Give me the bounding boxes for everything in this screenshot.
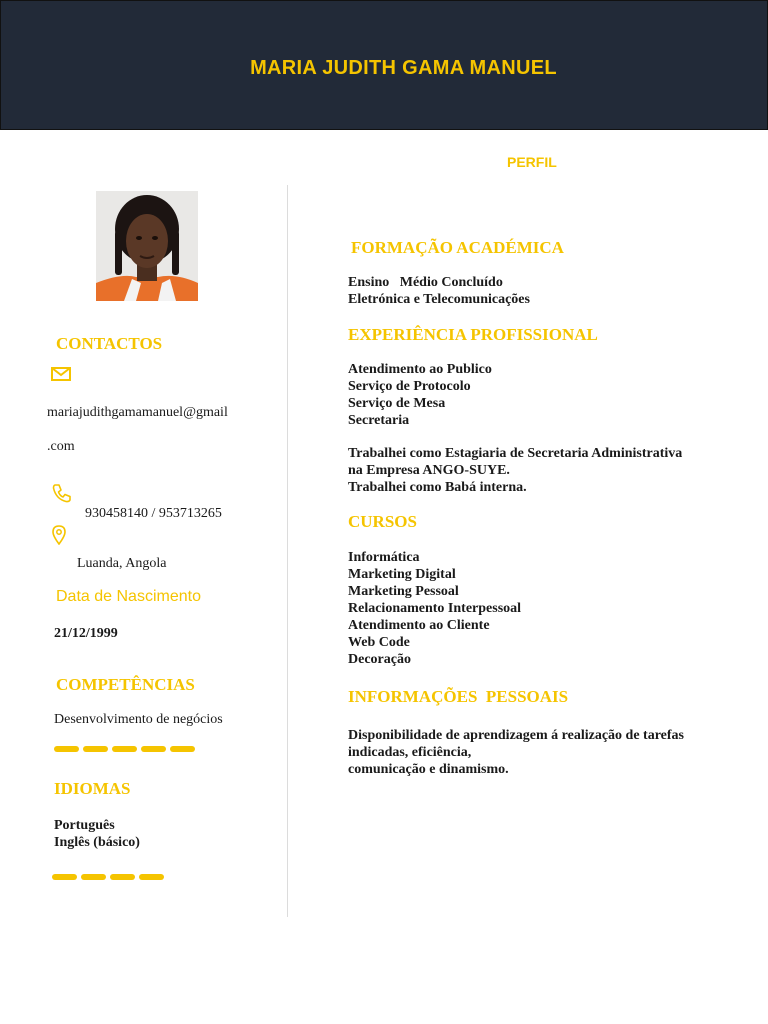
course-item: Web Code: [348, 635, 410, 650]
profile-photo: [96, 191, 198, 301]
languages-list: [54, 817, 140, 851]
email-line-1: mariajudithgamamanuel@gmail: [47, 405, 228, 420]
experience-detail-line: na Empresa ANGO-SUYE.: [348, 463, 510, 478]
course-item: Marketing Digital: [348, 567, 456, 582]
experience-item: Serviço de Protocolo: [348, 379, 471, 394]
skills-heading: COMPETÊNCIAS: [56, 675, 195, 694]
level-dot: [81, 874, 106, 880]
profile-heading: PERFIL: [507, 154, 557, 170]
language-item: Português: [54, 818, 115, 833]
course-item: Decoração: [348, 652, 411, 667]
contacts-heading: CONTACTOS: [56, 334, 163, 353]
experience-detail-line: Trabalhei como Estagiaria de Secretaria Administrativa: [348, 446, 683, 461]
personal-info-line: indicadas, eficiência,: [348, 745, 472, 760]
level-dot: [141, 746, 166, 752]
language-level-bar: [52, 874, 164, 880]
phone-icon: [52, 483, 72, 508]
personal-info-heading: INFORMAÇÕES PESSOAIS: [348, 687, 569, 706]
course-item: Informática: [348, 550, 420, 565]
level-dot: [112, 746, 137, 752]
level-dot: [110, 874, 135, 880]
candidate-name: MARIA JUDITH GAMA MANUEL: [250, 57, 557, 79]
course-item: Atendimento ao Cliente: [348, 618, 490, 633]
header-banner: [0, 0, 768, 130]
education-item: Ensino Médio Concluído: [348, 275, 503, 290]
level-dot: [54, 746, 79, 752]
phone-number[interactable]: 930458140 / 953713265: [85, 506, 222, 521]
level-dot: [170, 746, 195, 752]
location: Luanda, Angola: [77, 556, 167, 571]
experience-item: Serviço de Mesa: [348, 396, 446, 411]
languages-heading: IDIOMAS: [54, 779, 131, 798]
skill-item: Desenvolvimento de negócios: [54, 712, 223, 727]
course-item: Marketing Pessoal: [348, 584, 459, 599]
courses-heading: CURSOS: [348, 512, 417, 531]
experience-detail-line: Trabalhei como Babá interna.: [348, 480, 527, 495]
birth-date: 21/12/1999: [54, 626, 118, 641]
level-dot: [52, 874, 77, 880]
level-dot: [83, 746, 108, 752]
course-item: Relacionamento Interpessoal: [348, 601, 522, 616]
experience-heading: EXPERIÊNCIA PROFISSIONAL: [348, 325, 598, 344]
mail-icon: [51, 366, 71, 387]
experience-item: Atendimento ao Publico: [348, 362, 492, 377]
personal-info-line: comunicação e dinamismo.: [348, 762, 509, 777]
education-list: [348, 274, 530, 308]
education-heading: FORMAÇÃO ACADÉMICA: [351, 238, 564, 257]
experience-details: [348, 445, 682, 496]
language-item: Inglês (básico): [54, 835, 140, 850]
skill-level-bar: [54, 746, 195, 752]
personal-info-line: Disponibilidade de aprendizagem á realização de tarefas: [348, 728, 684, 743]
experience-list: [348, 361, 492, 429]
column-divider: [287, 185, 288, 917]
email[interactable]: [47, 404, 228, 455]
courses-list: [348, 549, 521, 668]
email-line-2: .com: [47, 439, 75, 454]
birth-date-heading: Data de Nascimento: [56, 588, 201, 605]
education-item: Eletrónica e Telecomunicações: [348, 292, 530, 307]
level-dot: [139, 874, 164, 880]
personal-info: [348, 727, 684, 778]
experience-item: Secretaria: [348, 413, 410, 428]
location-pin-icon: [52, 525, 66, 550]
